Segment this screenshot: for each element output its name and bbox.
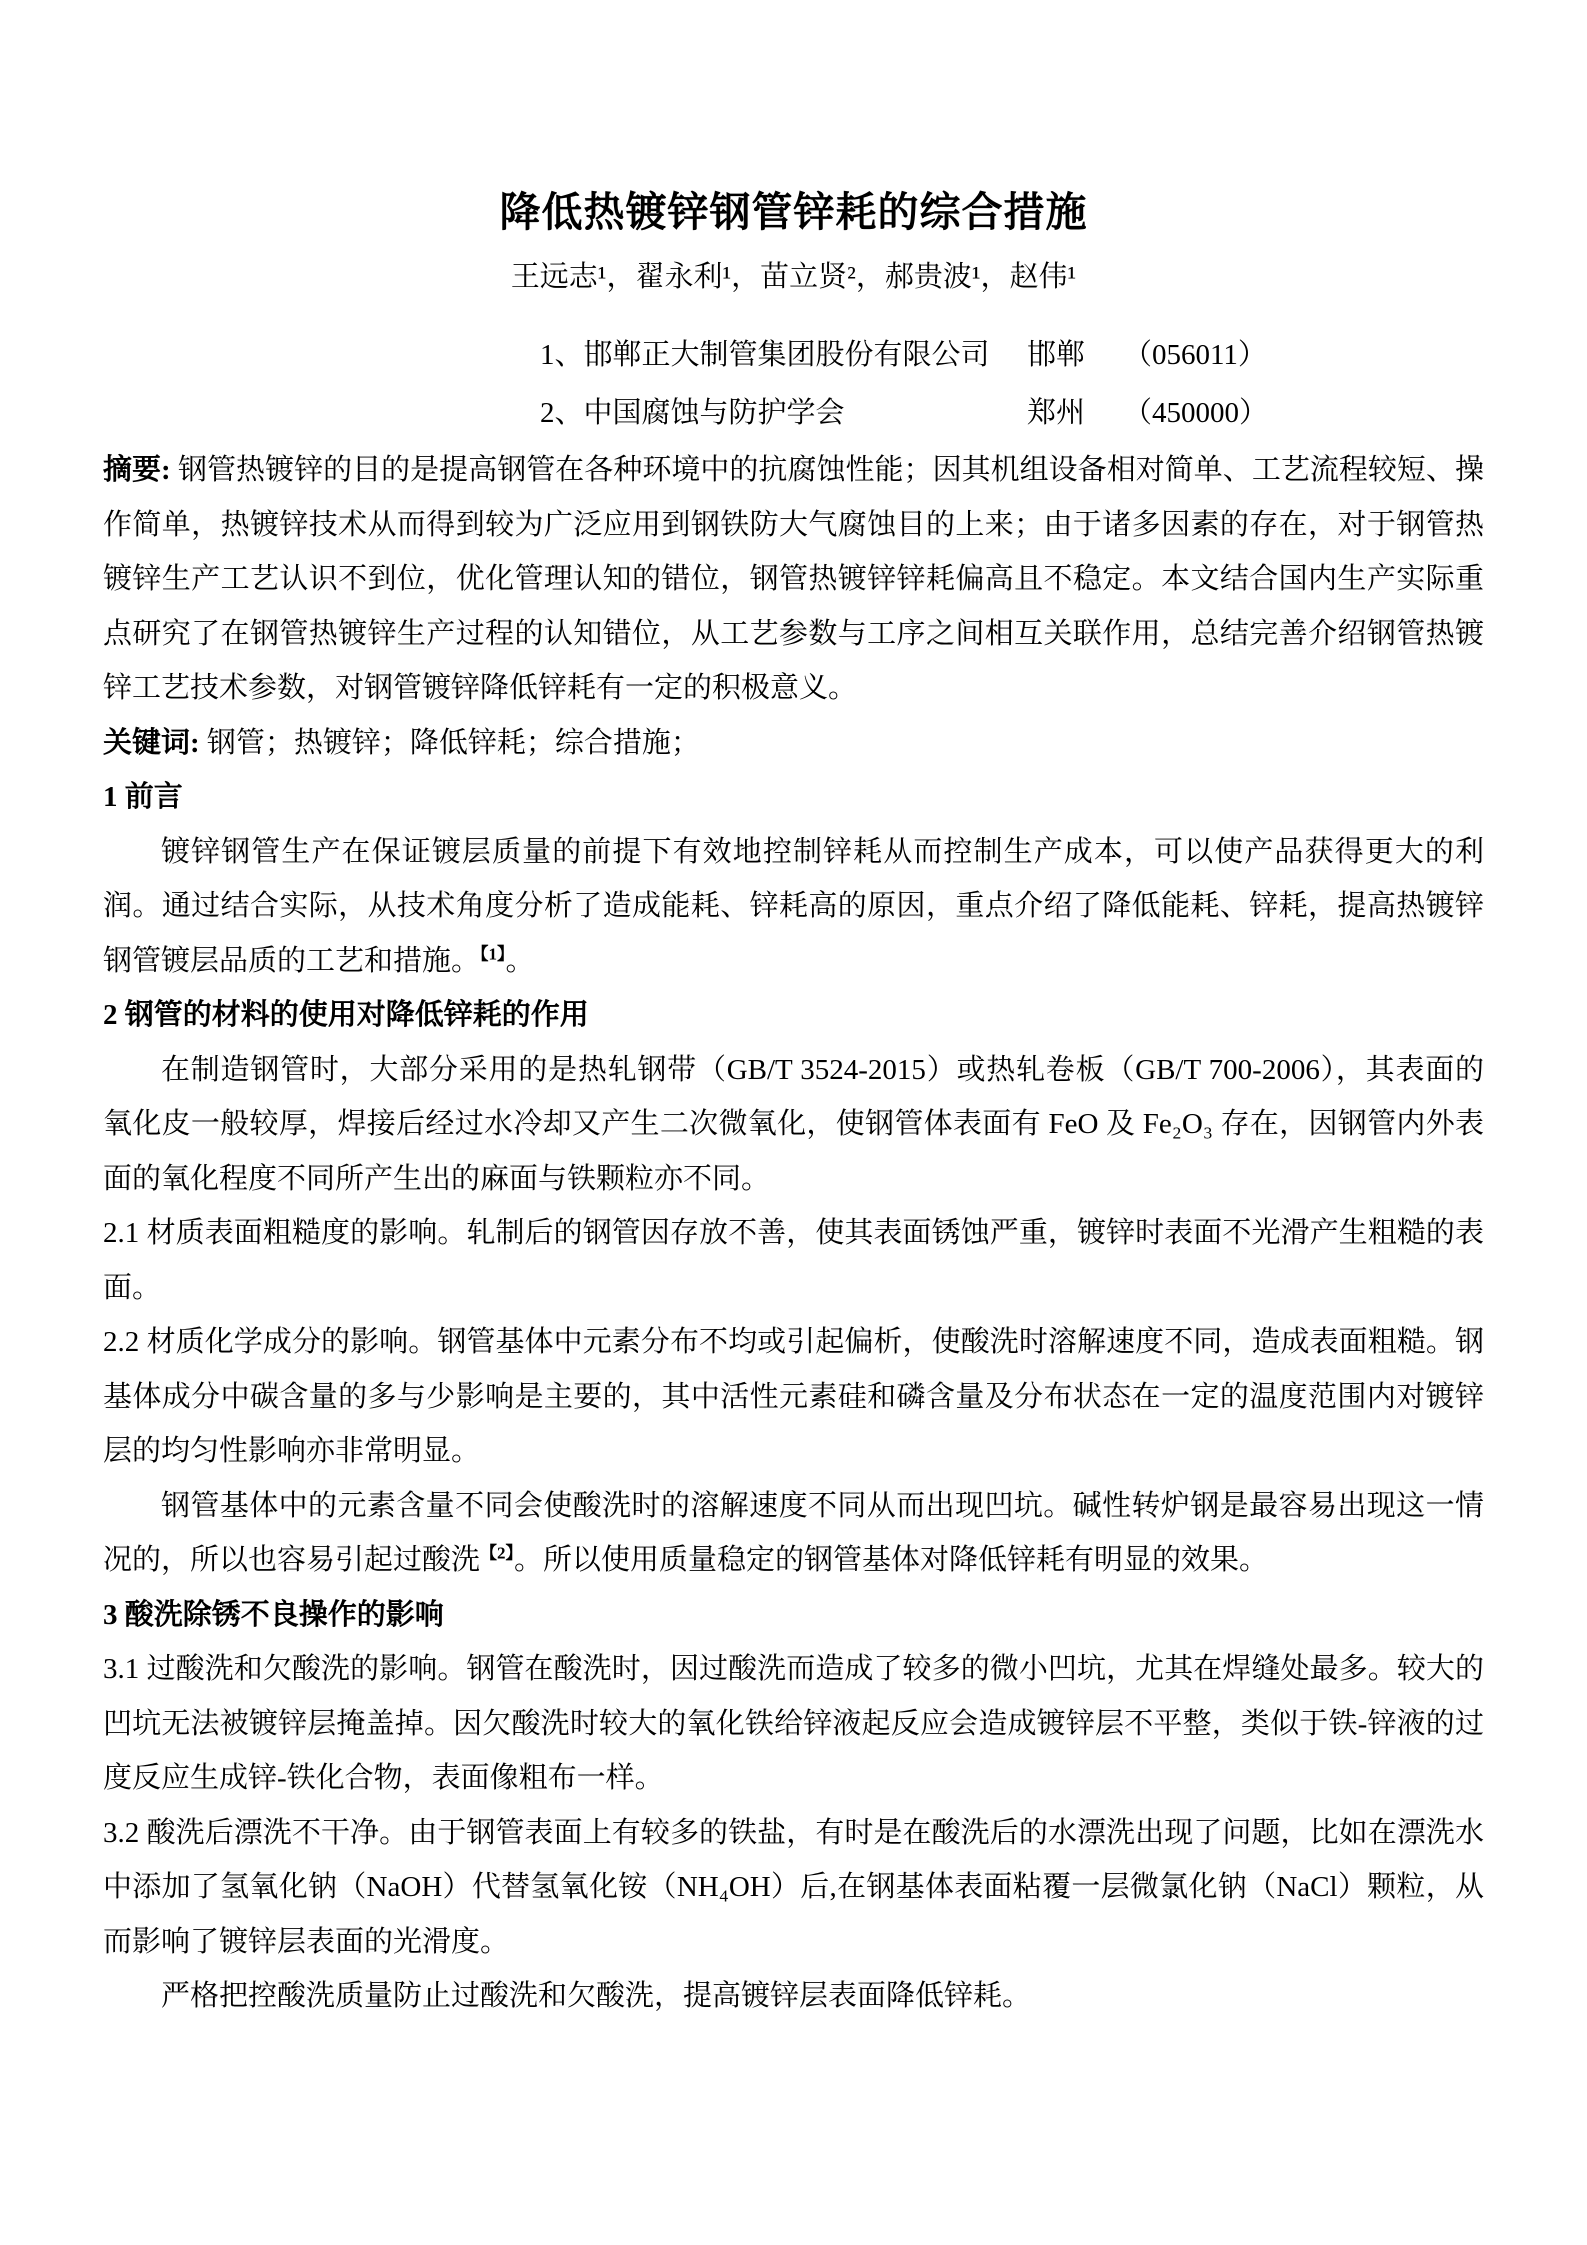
document-body bbox=[103, 443, 1484, 2024]
affiliations-block bbox=[540, 326, 1320, 442]
affiliation-postcode: （450000） bbox=[1123, 397, 1269, 429]
section3-paragraph-3-1: 3.1 过酸洗和欠酸洗的影响。钢管在酸洗时，因过酸洗而造成了较多的微小凹坑，尤其在焊缝处最多。较大的凹坑无法被镀锌层掩盖掉。因欠酸洗时较大的氧化铁给锌液起反应会造成镀锌层不平整，类似于铁-锌液的过度反应生成锌-铁化合物，表面像粗布一样。 bbox=[103, 1653, 1484, 1794]
affiliation-index: 1、 bbox=[540, 339, 584, 371]
section3-paragraph-4: 严格把控酸洗质量防止过酸洗和欠酸洗，提高镀锌层表面降低锌耗。 bbox=[161, 1980, 1032, 2012]
affiliation-row bbox=[540, 384, 1320, 442]
section1-tail: 。 bbox=[505, 944, 535, 977]
section3-paragraph-3-2: 3.2 酸洗后漂洗不干净。由于钢管表面上有较多的铁盐，有时是在酸洗后的水漂洗出现了问题，比如在漂洗水中添加了氢氧化钠（NaOH）代替氢氧化铵（NH₄OH）后,在钢基体表面粘覆一层微氯化钠（NaCl）颗粒，从而影响了镀锌层表面的光滑度。 bbox=[103, 1816, 1484, 1958]
keywords-text: 钢管；热镀锌；降低锌耗；综合措施； bbox=[199, 726, 700, 759]
affiliation-index: 2、 bbox=[540, 397, 584, 429]
authors-line: 王远志¹，翟永利¹，苗立贤²，郝贵波¹，赵伟¹ bbox=[510, 261, 1077, 293]
affiliation-city: 郑州 bbox=[1027, 397, 1086, 429]
affiliation-name bbox=[540, 384, 1027, 442]
affiliation-org: 中国腐蚀与防护学会 bbox=[583, 397, 845, 429]
section-heading-2: 2 钢管的材料的使用对降低锌耗的作用 bbox=[103, 999, 589, 1031]
affiliation-org: 邯郸正大制管集团股份有限公司 bbox=[583, 339, 990, 371]
abstract-label: 摘要: bbox=[103, 454, 171, 486]
reference-marker-1: 【1】 bbox=[480, 943, 506, 963]
page-title: 降低热镀锌钢管锌耗的综合措施 bbox=[499, 189, 1088, 235]
section2-p3-text: 钢管基体中的元素含量不同会使酸洗时的溶解速度不同从而出现凹坑。碱性转炉钢是最容易出现这一情况的，所以也容易引起过酸洗 bbox=[103, 1489, 1484, 1576]
affiliation-name bbox=[540, 326, 1027, 384]
section2-p3-tail: 。所以使用质量稳定的钢管基体对降低锌耗有明显的效果。 bbox=[514, 1544, 1269, 1576]
section-heading-3: 3 酸洗除锈不良操作的影响 bbox=[103, 1598, 444, 1631]
section2-paragraph-2-1: 2.1 材质表面粗糙度的影响。轧制后的钢管因存放不善，使其表面锈蚀严重，镀锌时表面不光滑产生粗糙的表面。 bbox=[103, 1217, 1484, 1304]
abstract-text: 钢管热镀锌的目的是提高钢管在各种环境中的抗腐蚀性能；因其机组设备相对简单、工艺流程较短、操作简单，热镀锌技术从而得到较为广泛应用到钢铁防大气腐蚀目的上来；由于诸多因素的存在，对于钢管热镀锌生产工艺认识不到位，优化管理认知的错位，钢管热镀锌锌耗偏高且不稳定。本文结合国内生产实际重点研究了在钢管热镀锌生产过程的认知错位，从工艺参数与工序之间相互关联作用，总结完善介绍钢管热镀锌工艺技术参数，对钢管镀锌降低锌耗有一定的积极意义。 bbox=[103, 454, 1484, 704]
affiliation-city: 邯郸 bbox=[1027, 339, 1086, 371]
reference-marker-2: 【2】 bbox=[480, 1543, 515, 1563]
section2-paragraph-2-2: 2.2 材质化学成分的影响。钢管基体中元素分布不均或引起偏析，使酸洗时溶解速度不同，造成表面粗糙。钢基体成分中碳含量的多与少影响是主要的，其中活性元素硅和磷含量及分布状态在一定的温度范围内对镀锌层的均匀性影响亦非常明显。 bbox=[103, 1326, 1484, 1467]
abstract-paragraph bbox=[103, 443, 1484, 716]
affiliation-row bbox=[540, 326, 1320, 384]
keywords-label: 关键词: bbox=[103, 726, 200, 759]
section2-paragraph-3 bbox=[103, 1479, 1484, 1588]
section1-paragraph bbox=[103, 825, 1484, 989]
keywords-paragraph bbox=[103, 716, 1484, 771]
affiliation-postcode: （056011） bbox=[1123, 339, 1267, 371]
section2-paragraph-1: 在制造钢管时，大部分采用的是热轧钢带（GB/T 3524-2015）或热轧卷板（GB/T 700-2006），其表面的氧化皮一般较厚，焊接后经过水冷却又产生二次微氧化，使钢管体表面有 FeO 及 Fe₂O₃ 存在，因钢管内外表面的氧化程度不同所产生出的麻面与铁颗粒亦不同。 bbox=[103, 1053, 1484, 1195]
section1-text: 镀锌钢管生产在保证镀层质量的前提下有效地控制锌耗从而控制生产成本，可以使产品获得更大的利润。通过结合实际，从技术角度分析了造成能耗、锌耗高的原因，重点介绍了降低能耗、锌耗，提高热镀锌钢管镀层品质的工艺和措施。 bbox=[103, 835, 1484, 977]
section-heading-1: 1 前言 bbox=[103, 781, 183, 813]
